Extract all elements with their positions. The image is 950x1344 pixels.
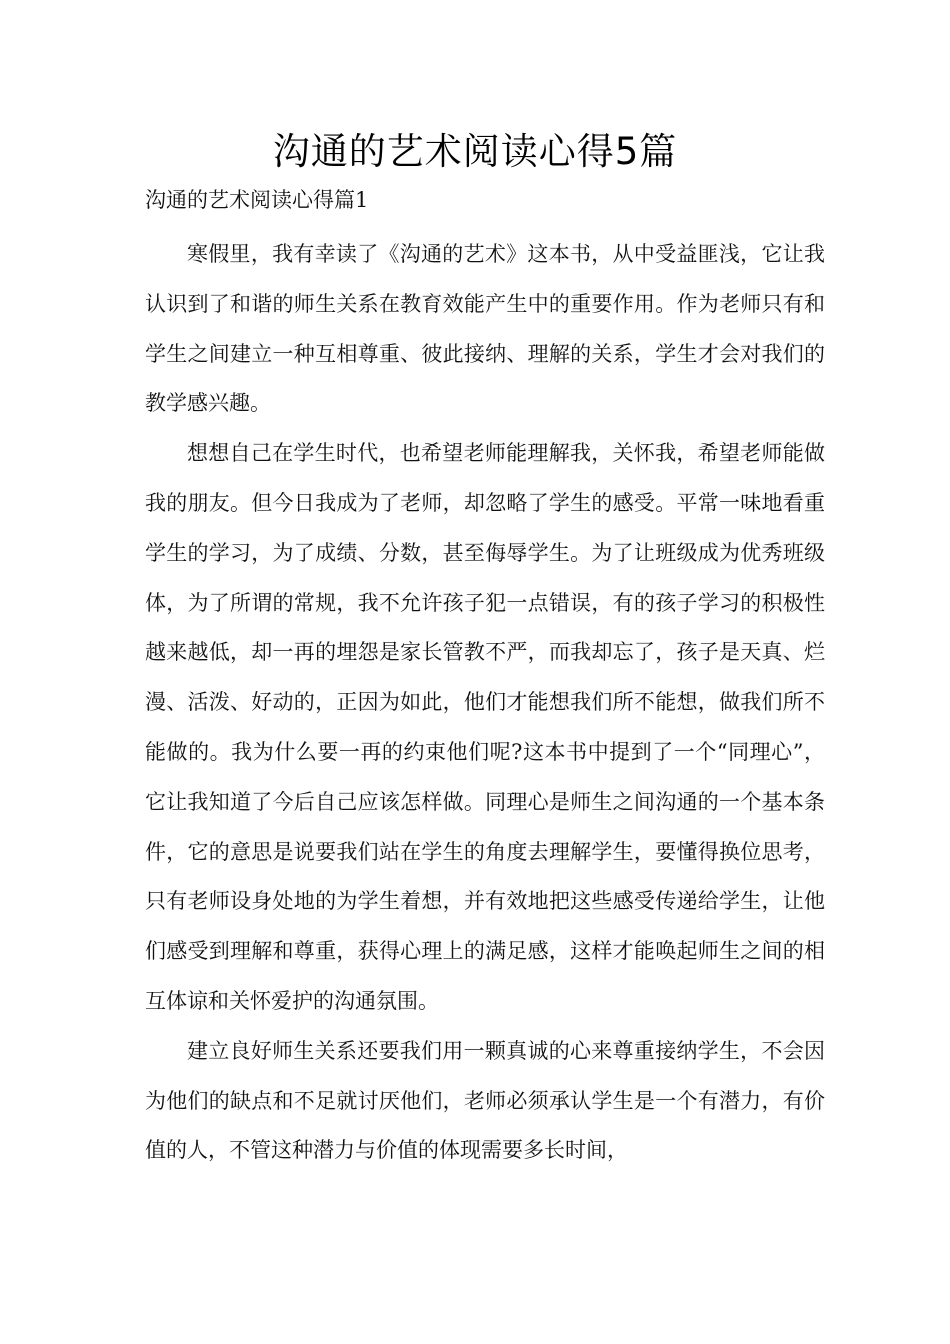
paragraph: 建立良好师生关系还要我们用一颗真诚的心来尊重接纳学生，不会因为他们的缺点和不足就讨厌他们，老师必须承认学生是一个有潜力，有价值的人，不管这种潜力与价值的体现需要多长时间， [145, 1038, 825, 1163]
paragraph: 寒假里，我有幸读了《沟通的艺术》这本书，从中受益匪浅，它让我认识到了和谐的师生关系在教育效能产生中的重要作用。作为老师只有和学生之间建立一种互相尊重、彼此接纳、理解的关系，学生才会对我们的教学感兴趣。 [145, 242, 825, 416]
section-heading: 沟通的艺术阅读心得篇1 [145, 188, 369, 212]
paragraph: 想想自己在学生时代，也希望老师能理解我，关怀我，希望老师能做我的朋友。但今日我成为了老师，却忽略了学生的感受。平常一味地看重学生的学习，为了成绩、分数，甚至侮辱学生。为了让班级成为优秀班级体，为了所谓的常规，我不允许孩子犯一点错误，有的孩子学习的积极性越来越低，却一再的埋怨是家长管教不严，而我却忘了，孩子是天真、烂漫、活泼、好动的，正因为如此，他们才能想我们所不能想，做我们所不能做的。我为什么要一再的约束他们呢?这本书中提到了一个“同理心”，它让我知道了今后自己应该怎样做。同理心是师生之间沟通的一个基本条件，它的意思是说要我们站在学生的角度去理解学生，要懂得换位思考，只有老师设身处地的为学生着想，并有效地把这些感受传递给学生，让他们感受到理解和尊重，获得心理上的满足感，这样才能唤起师生之间的相互体谅和关怀爱护的沟通氛围。 [145, 441, 825, 1013]
document-body [145, 230, 825, 1176]
document-title: 沟通的艺术阅读心得5篇 [272, 130, 678, 173]
